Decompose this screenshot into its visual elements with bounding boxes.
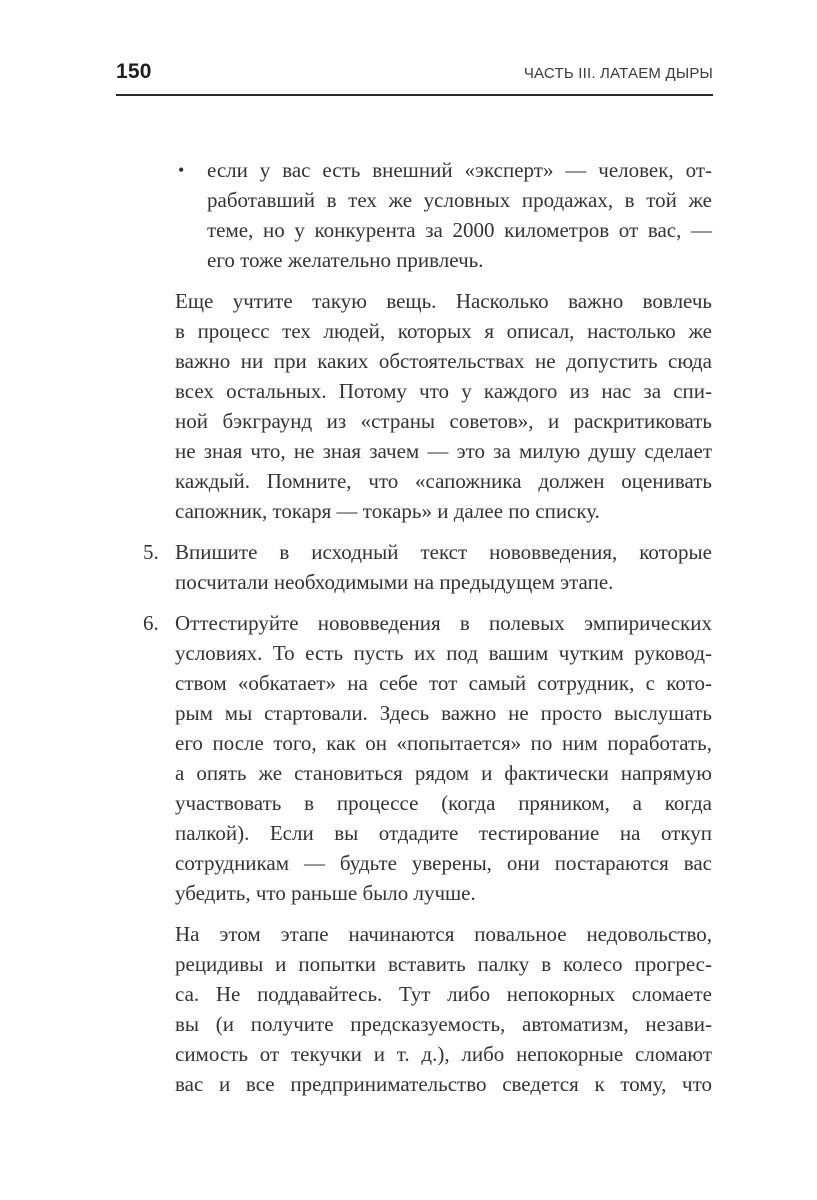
text-line: Еще учтите такую вещь. Насколько важно вовлечь [175,289,712,313]
text-line: его после того, как он «попытается» по ним поработать, [175,731,712,755]
text-line: ством «обкатает» на себе тот самый сотрудник, с кото- [175,671,712,695]
text-line: вы (и получите предсказуемость, автоматизм, незави- [175,1012,712,1036]
text-line: не зная что, не зная зачем — это за милую душу сделает [175,439,712,463]
text-line: его тоже желательно привлечь. [207,248,484,272]
text-line: а опять же становиться рядом и фактически напрямую [175,761,712,785]
text-lines [207,155,712,275]
text-line: рым мы стартовали. Здесь важно не просто выслушать [175,701,712,725]
text-lines [175,286,712,526]
paragraph [175,919,712,1099]
text-line: убедить, что раньше было лучше. [175,881,476,905]
text-line: важно ни при каких обстоятельствах не допустить сюда [175,349,712,373]
numbered-item [143,608,712,908]
page-header [116,60,713,84]
text-line: ной бэкграунд из «страны советов», и раскритиковать [175,409,712,433]
text-line: если у вас есть внешний «эксперт» — человек, от- [207,158,712,182]
text-line: вас и все предпринимательство сведется к тому, что [175,1072,712,1096]
text-line: Оттестируйте нововведения в полевых эмпирических [175,611,712,635]
text-lines [175,608,712,908]
text-line: сотрудникам — будьте уверены, они постараются вас [175,851,712,875]
text-line: На этом этапе начинаются повальное недовольство, [175,922,712,946]
page-content [143,155,712,1099]
text-lines [175,919,712,1099]
numbered-item [143,537,712,597]
text-line: теме, но у конкурента за 2000 километров от вас, — [207,218,712,242]
text-line: сапожник, токаря — токарь» и далее по списку. [175,499,600,523]
text-line: всех остальных. Потому что у каждого из нас за спи- [175,379,712,403]
text-line: рецидивы и попытки вставить палку в колесо прогрес- [175,952,712,976]
section-title: ЧАСТЬ III. ЛАТАЕМ ДЫРЫ [523,65,713,82]
item-number: 5. [143,540,159,564]
bullet-item [175,155,712,275]
text-line: палкой). Если вы отдадите тестирование на откуп [175,821,712,845]
bullet-marker: • [178,160,185,180]
paragraph [175,286,712,526]
text-lines [175,537,712,597]
item-number: 6. [143,611,159,635]
text-line: посчитали необходимыми на предыдущем этапе. [175,570,614,594]
text-line: Впишите в исходный текст нововведения, которые [175,540,712,564]
text-line: условиях. То есть пусть их под вашим чутким руковод- [175,641,712,665]
text-line: участвовать в процессе (когда пряником, а когда [175,791,712,815]
text-line: в процесс тех людей, которых я описал, настолько же [175,319,712,343]
text-line: са. Не поддавайтесь. Тут либо непокорных сломаете [175,982,712,1006]
text-line: работавший в тех же условных продажах, в той же [207,188,712,212]
text-line: каждый. Помните, что «сапожника должен оценивать [175,469,712,493]
text-line: симость от текучки и т. д.), либо непокорные сломают [175,1042,712,1066]
header-rule [116,94,713,96]
page-number: 150 [116,60,152,83]
